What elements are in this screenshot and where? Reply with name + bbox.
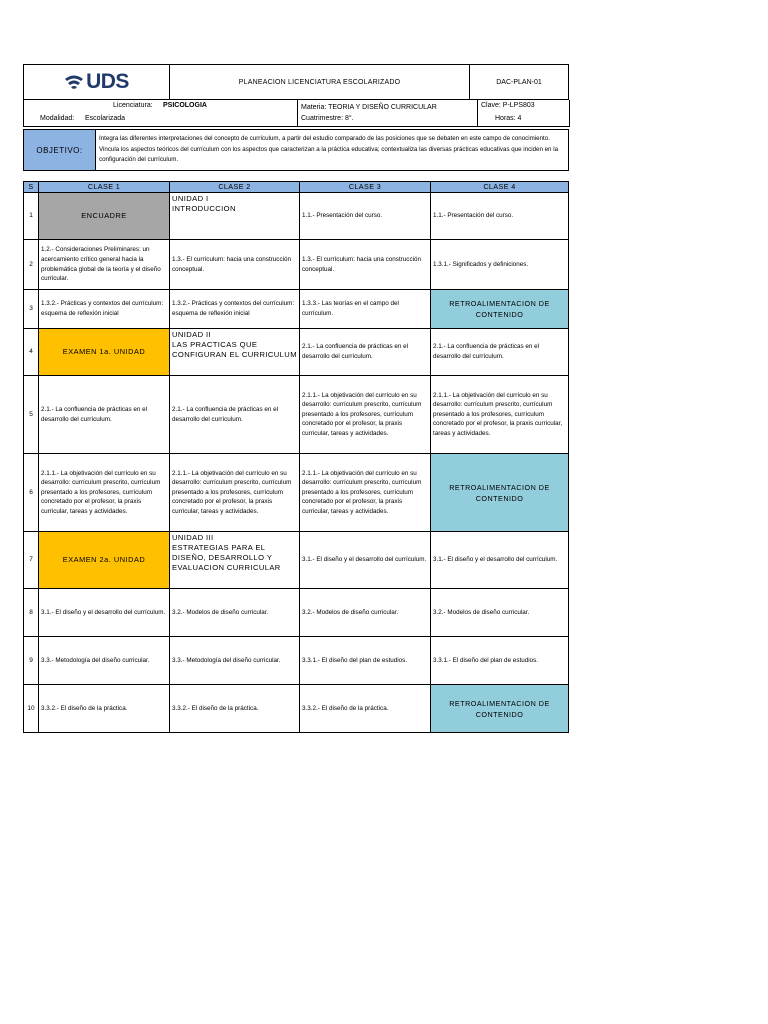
table-cell: 2.1.1.- La objetivación del currículo en su desarrollo: currículum prescrito, currículum presentado a los profesores, currículum concretado por el profesor, la praxis curricular, tareas y actividades. [300,454,431,532]
objective-text: Integra las diferentes interpretaciones del concepto de currículum, a partir del estudio comparado de las posiciones que se debaten en este campo de conocimiento. Vincula los aspectos teóricos del currículum con los aspectos que caracterizan a la práctica educativa; contextualiza las diversas prácticas educativas que inciden en la configuración del currículum. [96,130,569,171]
logo-text: UDS [86,70,129,93]
table-cell: 3.3.- Metodología del diseño curricular. [170,637,300,685]
objective-label: OBJETIVO: [24,130,96,171]
table-row [24,193,569,240]
table-cell: 2.1.- La confluencia de prácticas en el desarrollo del currículum. [39,376,170,454]
table-cell: 1.3.2.- Prácticas y contextos del currículum: esquema de reflexión inicial [39,290,170,329]
modalidad-label: Modalidad: [40,115,75,122]
modalidad-value: Escolarizada [85,115,126,122]
document-title: PLANEACION LICENCIATURA ESCOLARIZADO [170,65,470,100]
retroalimentacion-cell: RETROALIMENTACION DE CONTENIDO [431,290,569,329]
unit-title: INTRODUCCION [172,204,236,213]
planning-sheet [23,64,568,733]
info-divider [297,100,298,126]
logo-cell [24,65,170,100]
encuadre-cell: ENCUADRE [39,193,170,240]
horas: Horas: 4 [495,115,522,122]
table-row [24,376,569,454]
table-cell: 1.3.- El currículum: hacia una construcción conceptual. [300,240,431,290]
table-cell: 3.1.- El diseño y el desarrollo del currículum. [431,532,569,589]
header-clase-3: CLASE 3 [300,182,431,193]
retroalimentacion-cell: RETROALIMENTACION DE CONTENIDO [431,454,569,532]
document-code: DAC-PLAN-01 [470,65,569,100]
table-cell: 3.1.- El diseño y el desarrollo del currículum. [300,532,431,589]
session-number: 9 [24,637,39,685]
header-clase-1: CLASE 1 [39,182,170,193]
table-cell: 2.1.1.- La objetivación del currículo en su desarrollo: currículum prescrito, currículum presentado a los profesores, currículum concretado por el profesor, la praxis curricular, tareas y actividades. [39,454,170,532]
table-row [24,685,569,733]
session-number: 3 [24,290,39,329]
table-cell: 3.3.2.- El diseño de la práctica. [170,685,300,733]
unit-label: UNIDAD II [172,330,212,339]
session-number: 8 [24,589,39,637]
table-cell: 2.1.1.- La objetivación del currículo en su desarrollo: currículum prescrito, currículum presentado a los profesores, currículum concretado por el profesor, la praxis curricular, tareas y actividades. [170,454,300,532]
table-cell: 1.1.- Presentación del curso. [300,193,431,240]
table-cell: 2.1.- La confluencia de prácticas en el desarrollo del currículum. [170,376,300,454]
table-cell: 3.3.- Metodología del diseño curricular. [39,637,170,685]
table-row [24,329,569,376]
course-info [23,100,570,127]
table-cell: 1.3.3.- Las teorías en el campo del currículum. [300,290,431,329]
materia: Materia: TEORIA Y DISEÑO CURRICULAR [301,104,437,111]
table-cell: 3.1.- El diseño y el desarrollo del currículum. [39,589,170,637]
header-session: S [24,182,39,193]
licenciatura-label: Licenciatura: [113,102,153,109]
unit-title: LAS PRACTICAS QUE CONFIGURAN EL CURRICULUM [172,340,297,359]
unit-cell [170,532,300,589]
table-cell: 2.1.1.- La objetivación del currículo en su desarrollo: currículum prescrito, currículum presentado a los profesores, currículum concretado por el profesor, la praxis curricular, tareas y actividades. [300,376,431,454]
table-row [24,589,569,637]
table-cell: 3.3.2.- El diseño de la práctica. [39,685,170,733]
unit-cell [170,329,300,376]
uds-logo [64,70,129,94]
table-cell: 3.2.- Modelos de diseño curricular. [431,589,569,637]
table-cell: 3.3.2.- El diseño de la práctica. [300,685,431,733]
session-number: 6 [24,454,39,532]
table-header-row [24,182,569,193]
table-cell: 1.2.- Consideraciones Preliminares: un acercamiento crítico general hacia la problemática global de la teoría y el diseño curricular. [39,240,170,290]
unit-title: ESTRATEGIAS PARA EL DISEÑO, DESARROLLO Y EVALUACION CURRICULAR [172,543,281,572]
session-number: 1 [24,193,39,240]
session-number: 4 [24,329,39,376]
retroalimentacion-cell: RETROALIMENTACION DE CONTENIDO [431,685,569,733]
table-row [24,240,569,290]
examen-cell: EXAMEN 1a. UNIDAD [39,329,170,376]
cuatrimestre: Cuatrimestre: 8°. [301,115,354,122]
header-clase-4: CLASE 4 [431,182,569,193]
session-number: 7 [24,532,39,589]
table-cell: 1.3.1.- Significados y definiciones. [431,240,569,290]
table-cell: 2.1.- La confluencia de prácticas en el desarrollo del currículum. [431,329,569,376]
table-cell: 1.1.- Presentación del curso. [431,193,569,240]
table-row [24,637,569,685]
table-row [24,532,569,589]
licenciatura-value: PSICOLOGIA [163,102,207,109]
table-cell: 3.2.- Modelos de diseño curricular. [170,589,300,637]
session-number: 5 [24,376,39,454]
uds-logo-icon [64,73,84,91]
table-cell: 1.3.2.- Prácticas y contextos del currículum: esquema de reflexión inicial [170,290,300,329]
table-cell: 3.2.- Modelos de diseño curricular. [300,589,431,637]
unit-label: UNIDAD III [172,533,214,542]
header-table [23,64,569,100]
header-clase-2: CLASE 2 [170,182,300,193]
class-plan-table [23,181,569,733]
unit-label: UNIDAD I [172,194,209,203]
table-row [24,454,569,532]
session-number: 2 [24,240,39,290]
table-cell: 3.3.1.- El diseño del plan de estudios. [300,637,431,685]
table-cell: 3.3.1.- El diseño del plan de estudios. [431,637,569,685]
table-row [24,290,569,329]
session-number: 10 [24,685,39,733]
table-cell: 2.1.1.- La objetivación del currículo en su desarrollo: currículum prescrito, currículum presentado a los profesores, currículum concretado por el profesor, la praxis curricular, tareas y actividades. [431,376,569,454]
examen-cell: EXAMEN 2a. UNIDAD [39,532,170,589]
table-cell: 1.3.- El currículum: hacia una construcción conceptual. [170,240,300,290]
info-divider [477,100,478,126]
table-cell: 2.1.- La confluencia de prácticas en el desarrollo del currículum. [300,329,431,376]
clave: Clave: P-LPS803 [481,102,535,109]
unit-cell [170,193,300,240]
objective-table [23,129,569,171]
